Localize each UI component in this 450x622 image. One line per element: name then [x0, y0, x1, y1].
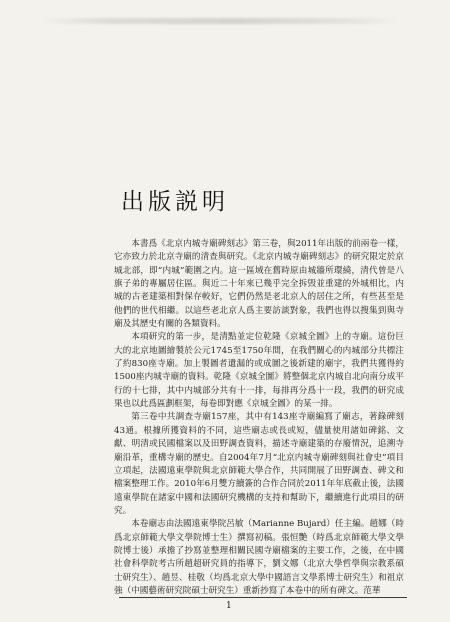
paragraph: 本卷廟志由法國遠東學院呂敏（Marianne Bujard）任主編。趙娜（時爲北京師範大學文學院博士生）撰寫初稿。張恒艷（時爲北京師範大學文學院博士後）承擔了抄寫並整理相關民國寺廟檔案的主要工作，之後，在中國社會科學院考古所趙超研究員的指導下，劉文娜（北京大學哲學與宗教系碩士研究生）、趙昱、桂敬（均爲北京大學中國語言文學系博士研究生）和祖京強（中國藝術研究院碩士研究生）重新抄寫了本卷中的所有碑文。范華 — [114, 519, 404, 596]
footer-rule — [119, 597, 407, 598]
bleed-through-shadow — [40, 18, 400, 24]
paragraph: 本書爲《北京内城寺廟碑刻志》第三卷，與2011年出版的前兩卷一樣，它亦致力於北京寺廟的清查與研究。《北京内城寺廟碑刻志》的研究限定於京城北部，即“内城”範圍之内。這一區域在舊時原由城牆所環繞，清代曾是八旗子弟的專屬居住區。與近二十年來已幾乎完全拆毁並重建的外城相比，内城的古老建築相對保存較好，它們仍然是老北京人的居住之所，有些甚至是他們的世代相繼。以這些老北京人爲主要訪談對象，我們也得以搜集到與寺廟及其歷史有關的各類資料。 — [114, 239, 404, 330]
body-text — [114, 238, 404, 598]
paragraph: 本項研究的第一步，是清點並定位乾隆《京城全圖》上的寺廟。這份巨大的北京地圖繪製於公元1745至1750年間，在我們關心的内城部分共標注了約830座寺廟。加上製圖者遺漏的或成圖之後新建的廟宇，我們共獲得約1500座内城寺廟的資料。乾隆《京城全圖》將整個北京内城自北向南分成平行的十七排，其中内城部分共有十一排，每排再分爲十一段，我們的研究成果也以此爲區劃框架，每卷即對應《京城全圖》的某一排。 — [114, 332, 404, 410]
page-number: 1 — [226, 601, 232, 611]
section-title: 出版説明 — [121, 189, 229, 215]
paragraph: 第三卷中共調查寺廟157座，其中有143座寺廟編寫了廟志，著錄碑刻43通。根據所獲資料的不同，這些廟志或長或短，儘量使用諸如碑銘、文獻、明清或民國檔案以及田野調查資料，描述寺廟建築的存廢情況，追溯寺廟沿革，重構寺廟的歷史。自2004年7月“北京内城寺廟碑刻與社會史”項目立項起，法國遠東學院與北京師範大學合作，共同開展了田野調查、碑文和檔案整理工作。2010年6月雙方續簽的合作合同於2011年年底截止後，法國遠東學院在諸家中國和法國研究機構的支持和幫助下，繼續進行此項目的研究。 — [114, 412, 404, 516]
